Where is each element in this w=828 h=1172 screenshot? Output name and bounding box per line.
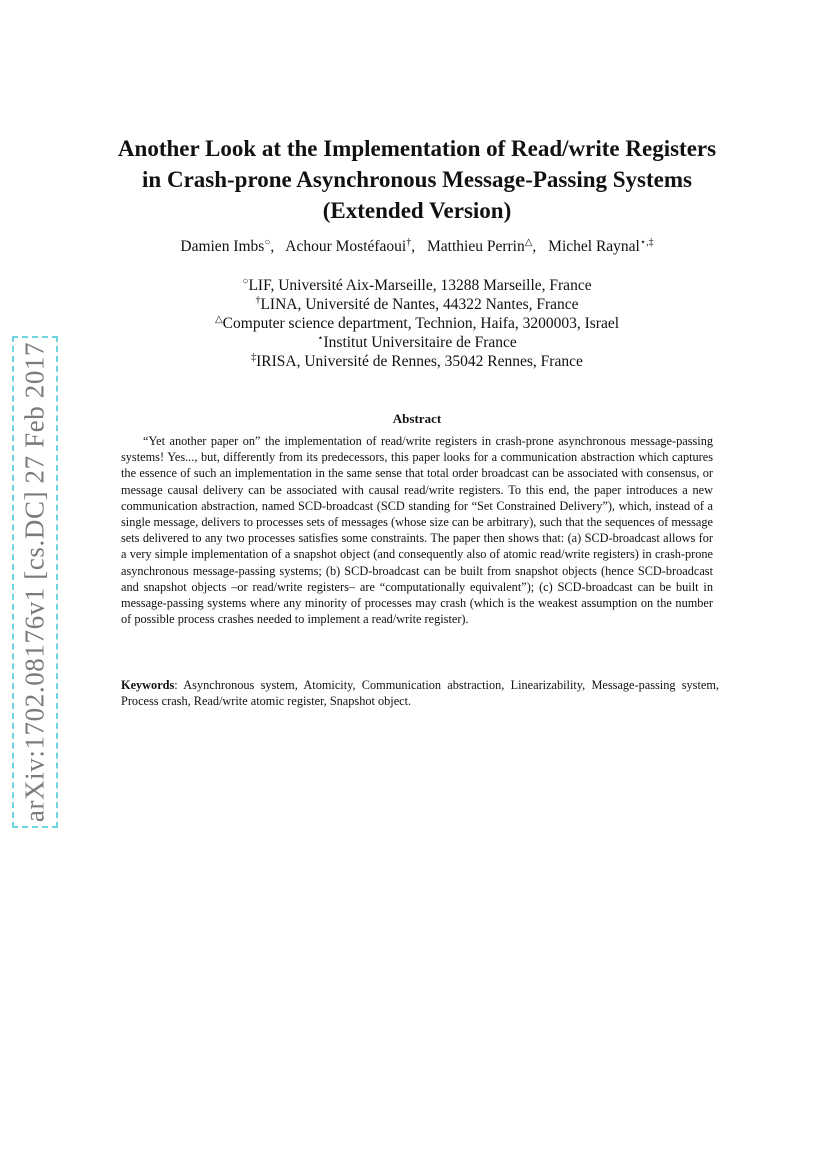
arxiv-stamp	[12, 336, 58, 828]
affiliation: ‡IRISA, Université de Rennes, 35042 Rennes, France	[251, 352, 583, 370]
author: Achour Mostéfaoui†,	[285, 237, 416, 255]
author: Michel Raynal⋆,‡	[548, 237, 654, 255]
author-list	[80, 237, 754, 257]
paper-title	[80, 133, 754, 226]
affiliation: ⋆Institut Universitaire de France	[317, 333, 517, 351]
affiliation: †LINA, Université de Nantes, 44322 Nantes, France	[255, 295, 579, 313]
title-line-3: (Extended Version)	[322, 198, 512, 223]
abstract-body: “Yet another paper on” the implementation of read/write registers in crash-prone asynchronous message-passing systems! Yes..., but, differently from its predecessors, this paper looks for a communication abstraction which captures the essence of such an implementation in the same sense that total order broadcast can be associated with consensus, or message causal delivery can be associated with causal read/write registers. To this end, the paper introduces a new communication abstraction, named SCD-broadcast (SCD standing for “Set Constrained Delivery”), which, instead of a single message, delivers to processes sets of messages (whose size can be arbitrary), such that the sequences of message sets delivered to any two processes satisfies some constraints. The paper then shows that: (a) SCD-broadcast allows for a very simple implementation of a snapshot object (and consequently also of atomic read/write registers) in crash-prone asynchronous message-passing systems; (b) SCD-broadcast can be built from snapshot objects (hence SCD-broadcast and snapshot objects –or read/write registers– are “computationally equivalent”); (c) SCD-broadcast can be built in message-passing systems where any minority of processes may crash (which is the weakest assumption on the number of possible process crashes needed to implement a read/write register).	[121, 434, 713, 627]
affiliation: ○LIF, Université Aix-Marseille, 13288 Marseille, France	[242, 276, 592, 294]
arxiv-identifier: arXiv:1702.08176v1 [cs.DC] 27 Feb 2017	[19, 341, 50, 823]
keywords-label: Keywords	[121, 678, 175, 692]
affiliation-list	[80, 276, 754, 371]
title-line-1: Another Look at the Implementation of Read/write Registers	[117, 136, 717, 161]
keywords-list: : Asynchronous system, Atomicity, Communication abstraction, Linearizability, Message-passing system, Process crash, Read/write atomic register, Snapshot object.	[121, 678, 719, 709]
author: Matthieu Perrin△,	[427, 237, 537, 255]
affiliation: △Computer science department, Technion, Haifa, 3200003, Israel	[214, 314, 620, 332]
author: Damien Imbs○,	[180, 237, 275, 255]
title-line-2: in Crash-prone Asynchronous Message-Passing Systems	[142, 167, 692, 192]
abstract-heading: Abstract	[392, 411, 442, 426]
keywords	[121, 677, 719, 709]
